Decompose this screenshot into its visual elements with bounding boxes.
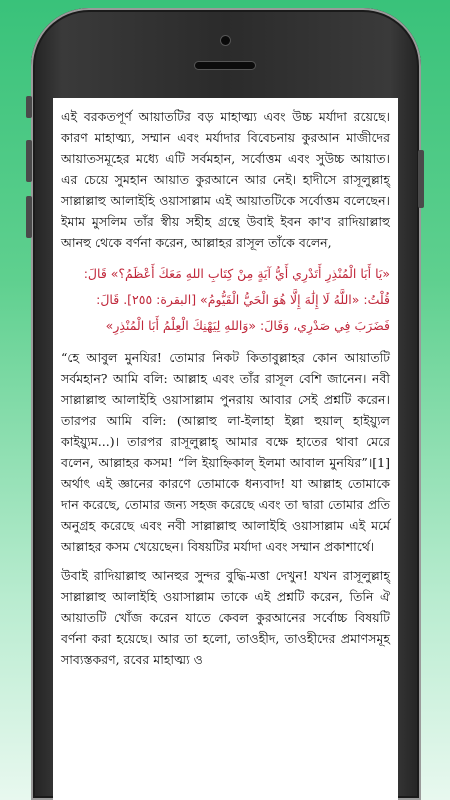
earpiece-speaker	[195, 62, 255, 69]
paragraph-commentary: উবাই রাদিয়াল্লাহু আনহুর সুন্দর বুদ্ধি-মত্তা দেখুন! যখন রাসূলুল্লাহ্ সাল্লাল্লাহু আলাইহি ওয়াসাল্লাম তাকে এই প্রশ্নটি করেন, তিনি ঐ আয়াতটি খোঁজ করেন যাতে কেবল কুরআনের সর্বোচ্চ বিষয়টি বর্ণনা করা হয়েছে। আর তা হলো, তাওহীদ, তাওহীদের প্রমাণসমূহ সাব্যস্তকরণ, রবের মাহাত্ম্য ও	[61, 568, 390, 667]
front-camera	[221, 36, 230, 45]
volume-up-button	[26, 140, 32, 182]
power-button	[418, 150, 424, 208]
phone-screen[interactable]	[53, 98, 398, 800]
arabic-hadith-text: «يَا أَبَا الْمُنْذِرِ أَتَدْرِي أَيُّ آيَةٍ مِنْ كِتَابِ اللهِ مَعَكَ أَعْظَمُ؟» قَالَ: قُلْتُ: «اللَّهُ لَا إِلَٰهَ إِلَّا هُوَ الْحَيُّ الْقَيُّومُ» [البقرة: ٢٥٥]. قَالَ: فَضَرَبَ فِي صَدْرِي، وَقَالَ: «وَاللهِ لِيَهْنِكَ الْعِلْمُ أَبَا الْمُنْذِرِ»	[83, 266, 390, 333]
article-content[interactable]	[53, 98, 398, 670]
volume-down-button	[26, 196, 32, 238]
paragraph-intro: এই বরকতপূর্ণ আয়াতটির বড় মাহাত্ম্য এবং উচ্চ মর্যাদা রয়েছে। কারণ মাহাত্ম্য, সম্মান এবং মর্যাদার বিবেচনায় কুরআন মাজীদের আয়াতসমূহের মধ্যে এটি সর্বমহান, সর্বোত্তম এবং সুউচ্চ আয়াত। এর চেয়ে সুমহান আয়াত কুরআনে আর নেই। হাদীসে রাসূলুল্লাহ্ সাল্লাল্লাহু আলাইহি ওয়াসাল্লাম এই আয়াতটিকে সর্বোত্তম বলেছেন। ইমাম মুসলিম তাঁর স্বীয় সহীহ গ্রন্থে উবাই ইবন কা'ব রাদিয়াল্লাহু আনহু থেকে বর্ণনা করেন, আল্লাহর রাসূল তাঁকে বলেন,	[61, 109, 390, 250]
paragraph-translation: “হে আবুল মুনযির! তোমার নিকট কিতাবুল্লাহর কোন আয়াতটি সর্বমহান? আমি বলি: আল্লাহ এবং তাঁর রাসূল বেশি জানেন। নবী সাল্লাল্লাহু আলাইহি ওয়াসাল্লাম পুনরায় আবার সেই প্রশ্নটি করেন। তারপর আমি বলি: (আল্লাহু লা-ইলাহা ইল্লা হুয়াল্ হাইয়্যুল কাইয়্যুম...)। তারপর রাসূলুল্লাহ্ আমার বক্ষে হাতের থাবা মেরে বলেন, আল্লাহর কসম! “লি ইয়াহ্নিকাল্ ইলমা আবাল মুনযির”।[1] অর্থাৎ এই জ্ঞানের কারণে তোমাকে ধন্যবাদ! যা আল্লাহ তোমাকে দান করেছে, তোমার জন্য সহজ করেছে এবং তা দ্বারা তোমার প্রতি অনুগ্রহ করেছে এবং নবী সাল্লাল্লাহু আলাইহি ওয়াসাল্লাম এই মর্মে আল্লাহর কসম খেয়েছেন। বিষয়টির মর্যাদা এবং সম্মান প্রকাশার্থে।	[61, 350, 390, 554]
mute-switch	[26, 96, 32, 118]
